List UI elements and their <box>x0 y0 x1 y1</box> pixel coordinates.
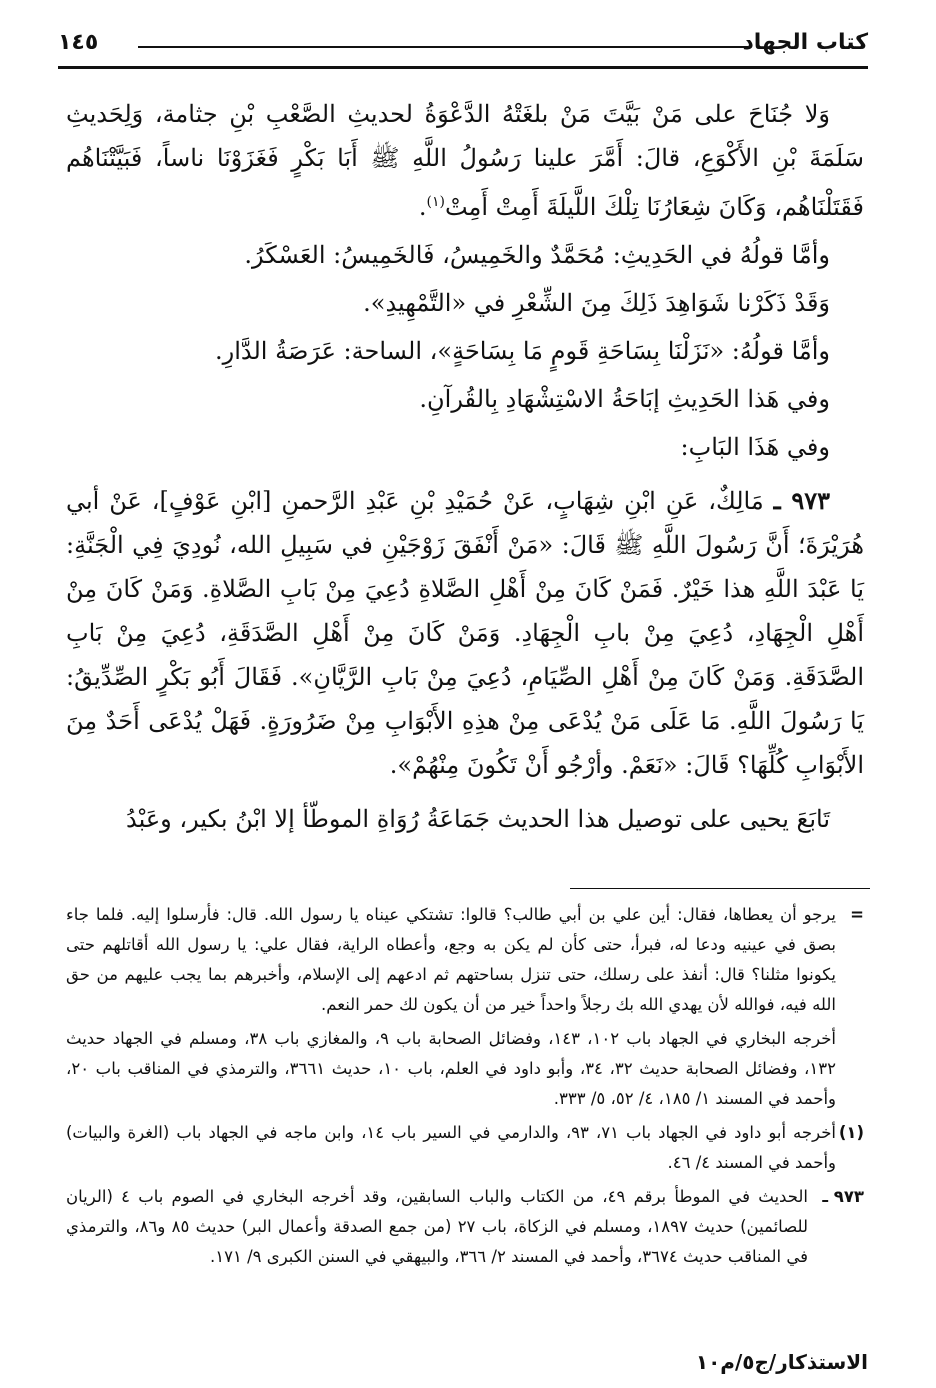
footnote-continued-2 <box>66 1024 864 1114</box>
footnote-973-text: الحديث في الموطأ برقم ٤٩، من الكتاب والباب السابقين، وقد أخرجه البخاري في الصوم باب ٤ (الريان للصائمين) حديث ١٨٩٧، ومسلم في الزكاة، باب ٢٧ (من جمع الصدقة وأعمال البر) حديث ٨٥ و٨٦، والترمذي في المناقب حديث ٣٦٧٤، وأحمد في المسند ٢/ ٣٦٦، والبيهقي في السنن الكبرى ٩/ ١٧١. <box>66 1187 808 1266</box>
footnote-continued-text-2: أخرجه البخاري في الجهاد باب ١٠٢، ١٤٣، وفضائل الصحابة باب ٩، والمغازي باب ٣٨، ومسلم في الجهاد حديث ١٣٢، وفضائل الصحابة حديث ٣٢، ٣٤، وأبو داود في العلم، باب ١٠، حديث ٣٦٦١، والترمذي في المناقب باب ٢٠، وأحمد في المسند ١/ ١٨٥، ٤/ ٥٢، ٥/ ٣٣٣. <box>66 1029 836 1108</box>
footnote-1-text: أخرجه أبو داود في الجهاد باب ٧١، ٩٣، والدارمي في السير باب ١٤، وابن ماجه في الجهاد باب (الغرة والبيات) وأحمد في المسند ٤/ ٤٦. <box>66 1123 836 1172</box>
paragraph-3: وَقَدْ ذَكَرْنا شَوَاهِدَ ذَلِكَ مِنَ الشِّعْرِ في «التَّمْهِيدِ». <box>363 289 830 317</box>
paragraph-2: وأمَّا قولُهُ في الحَدِيثِ: مُحَمَّدٌ والخَمِيسُ، فَالخَمِيسُ: العَسْكَرُ. <box>244 241 830 269</box>
footnote-ref-1: (١) <box>426 194 445 210</box>
paragraph-4: وأمَّا قولُهُ: «نَزَلْنَا بِسَاحَةِ قَومٍ مَا بِسَاحَةٍ»، الساحة: عَرَصَةُ الدَّارِ. <box>215 337 830 365</box>
footnote-973 <box>66 1182 864 1272</box>
hadith-paragraph <box>66 479 864 787</box>
volume-signature: الاستذكار/ج٥/م١٠ <box>695 1350 868 1374</box>
paragraph-5: وفي هَذا الحَدِيثِ إبَاحَةُ الاسْتِشْهَادِ بِالقُرآنِ. <box>419 385 830 413</box>
running-header <box>58 26 868 70</box>
footnote-continued <box>66 900 864 1020</box>
footnotes <box>66 900 864 1276</box>
header-rule <box>58 66 868 69</box>
footnote-1-marker: (١) <box>838 1123 864 1142</box>
footnote-973-marker: ٩٧٣ ـ <box>822 1187 864 1206</box>
footnote-continued-text: يرجو أن يعطاها، فقال: أين علي بن أبي طالب؟ قالوا: تشتكي عيناه يا رسول الله. قال: فأرسلوا إليه. فلما جاء بصق في عينيه ودعا له، فبرأ، حتى كأن لم يكن به وجع، وأعطاه الراية، فقال علي: يا رسول الله أقاتلهم حتى يكونوا مثلنا؟ قال: أنفذ على رسلك، حتى تنزل بساحتهم ثم ادعهم إلى الإسلام، وأخبرهم بما يجب عليهم من حق الله فيه، فوالله لأن يهدي الله بك رجلاً واحداً خير من أن يكون لك حمر النعم. <box>66 905 836 1014</box>
header-dash <box>138 46 748 48</box>
paragraph-1-end: . <box>418 193 427 221</box>
hadith-number: ٩٧٣ ـ <box>773 486 830 515</box>
paragraph-1 <box>66 92 864 229</box>
main-text <box>66 92 864 845</box>
page-number: ١٤٥ <box>58 30 99 55</box>
hadith-text: مَالِكٌ، عَنِ ابْنِ شِهَابٍ، عَنْ حُمَيْدِ بْنِ عَبْدِ الرَّحمنِ [ابْنِ عَوْفٍ]، عَنْ أبي هُرَيْرَةَ؛ أَنَّ رَسُولَ اللَّهِ ﷺ قَالَ: «مَنْ أَنْفَقَ زَوْجَيْنِ في سَبِيلِ الله، نُودِيَ فِي الْجَنَّةِ: يَا عَبْدَ اللَّهِ هذا خَيْرٌ. فَمَنْ كَانَ مِنْ أَهْلِ الصَّلاةِ دُعِيَ مِنْ بَابِ الصَّلاةِ. وَمَنْ كَانَ مِنْ أَهْلِ الْجِهَادِ، دُعِيَ مِنْ بابِ الْجِهَادِ. وَمَنْ كَانَ مِنْ أَهْلِ الصَّدَقَةِ، دُعِيَ مِنْ بَابِ الصَّدَقَةِ. وَمَنْ كَانَ مِنْ أَهْلِ الصِّيَامِ، دُعِيَ مِنْ بَابِ الرَّيَّانِ». فَقَالَ أَبُو بَكْرٍ الصِّدِّيقُ: يَا رَسُولَ اللَّهِ. مَا عَلَى مَنْ يُدْعَى مِنْ هذِهِ الأَبْوَابِ مِنْ ضَرُورَةٍ. فَهَلْ يُدْعَى أَحَدٌ مِنَ الأَبْوَابِ كُلِّهَا؟ قَالَ: «نَعَمْ. وأرْجُو أَنْ تَكُونَ مِنْهُمْ». <box>66 487 864 779</box>
paragraph-1-text: وَلا جُنَاحَ على مَنْ بَيَّتَ مَنْ بلغَتْهُ الدَّعْوَةُ لحديثِ الصَّعْبِ بْنِ جثامة، وَلِحَديثِ سَلَمَةَ بْنِ الأَكْوَعِ، قالَ: أَمَّرَ علينا رَسُولُ اللَّهِ ﷺ أَبَا بَكْرٍ فَغَزَوْنَا ناساً، فَبَيَّتْنَاهُم فَقَتَلْنَاهُم، وَكَانَ شِعَارُنَا تِلْكَ اللَّيلَةَ أَمِتْ أَمِتْ <box>66 100 864 221</box>
paragraph-7: تَابَعَ يحيى على توصيل هذا الحديث جَمَاعَةُ رُوَاةِ الموطّأ إلا ابْنُ بكير، وعَبْدُ <box>126 805 830 833</box>
footnote-continued-marker: = <box>850 905 864 924</box>
footnote-1 <box>66 1118 864 1178</box>
paragraph-6: وفي هَذَا البَابِ: <box>680 433 830 461</box>
book-title: كتاب الجهاد <box>742 30 868 55</box>
footnote-separator <box>570 888 870 889</box>
